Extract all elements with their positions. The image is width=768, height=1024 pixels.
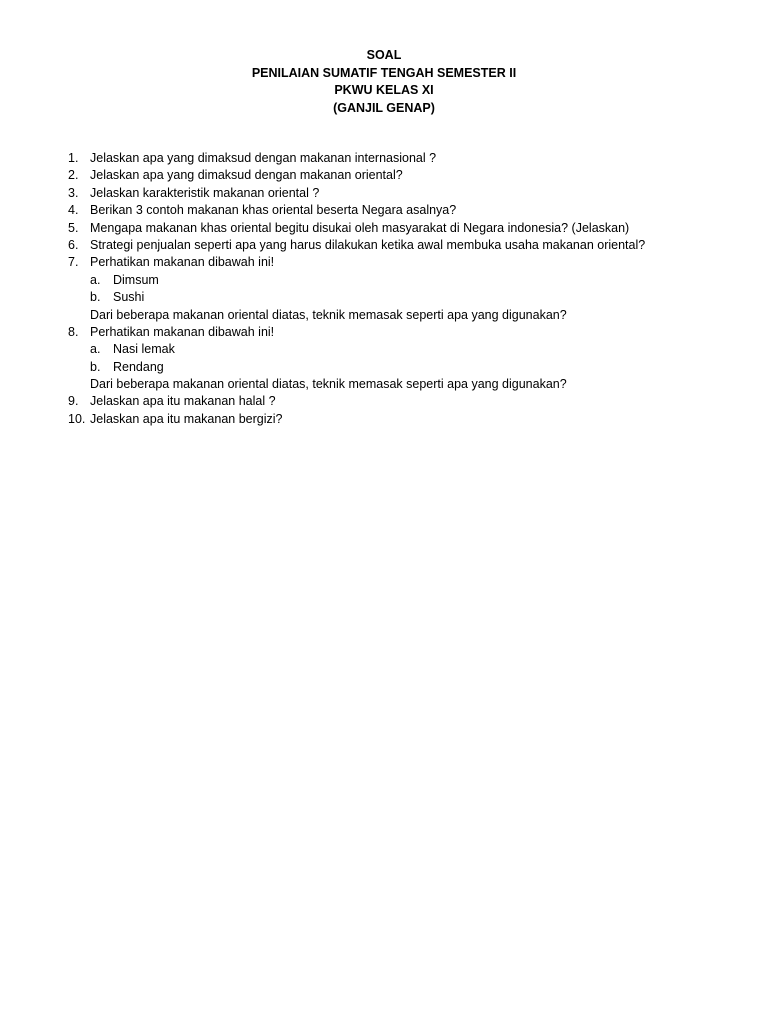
option-label: a.: [90, 342, 101, 357]
header-exam-name: PENILAIAN SUMATIF TENGAH SEMESTER II: [251, 65, 517, 80]
question-item-3: [0, 185, 768, 202]
question-item-6: [0, 237, 768, 254]
document-header: [0, 47, 768, 117]
question-text: Mengapa makanan khas oriental begitu disukai oleh masyarakat di Negara indonesia? (Jelaskan): [90, 220, 630, 235]
option-label: b.: [90, 359, 101, 374]
question-text: Strategi penjualan seperti apa yang harus dilakukan ketika awal membuka usaha makanan oriental?: [90, 237, 646, 252]
question-number: 8.: [68, 324, 79, 339]
question-item-8: [0, 324, 768, 341]
question-text: Perhatikan makanan dibawah ini!: [90, 255, 275, 270]
option-text: Sushi: [113, 290, 145, 305]
question-8-option-b: [0, 359, 768, 376]
question-number: 3.: [68, 185, 79, 200]
question-number: 9.: [68, 394, 79, 409]
option-text: Nasi lemak: [113, 342, 175, 357]
question-text: Jelaskan apa yang dimaksud dengan makanan internasional ?: [90, 151, 437, 165]
question-8-followup: [0, 376, 768, 393]
question-item-2: [0, 167, 768, 184]
question-number: 10.: [68, 411, 86, 426]
question-text: Jelaskan apa yang dimaksud dengan makanan oriental?: [90, 168, 403, 183]
option-label: b.: [90, 290, 101, 305]
question-item-9: [0, 393, 768, 410]
question-number: 2.: [68, 168, 79, 183]
option-text: Rendang: [113, 359, 164, 374]
question-text: Perhatikan makanan dibawah ini!: [90, 324, 275, 339]
option-label: a.: [90, 272, 101, 287]
question-7-option-a: [0, 272, 768, 289]
question-text: Berikan 3 contoh makanan khas oriental beserta Negara asalnya?: [90, 203, 457, 218]
followup-text: Dari beberapa makanan oriental diatas, teknik memasak seperti apa yang digunakan?: [90, 377, 567, 392]
question-7-option-b: [0, 289, 768, 306]
question-7-followup: [0, 307, 768, 324]
question-number: 5.: [68, 220, 79, 235]
question-number: 7.: [68, 255, 79, 270]
header-group: (GANJIL GENAP): [333, 100, 435, 115]
question-item-7: [0, 254, 768, 271]
option-text: Dimsum: [113, 272, 159, 287]
question-item-10: [0, 411, 768, 428]
followup-text: Dari beberapa makanan oriental diatas, teknik memasak seperti apa yang digunakan?: [90, 307, 567, 322]
question-item-1: [0, 150, 768, 167]
header-title: SOAL: [366, 48, 402, 62]
question-8-option-a: [0, 341, 768, 358]
header-subject-class: PKWU KELAS XI: [334, 83, 434, 97]
question-list: [0, 150, 768, 428]
question-number: 1.: [68, 151, 79, 165]
question-number: 6.: [68, 237, 79, 252]
question-text: Jelaskan apa itu makanan bergizi?: [90, 411, 283, 426]
question-number: 4.: [68, 203, 79, 218]
question-item-5: [0, 220, 768, 237]
question-text: Jelaskan karakteristik makanan oriental ?: [90, 185, 320, 200]
question-text: Jelaskan apa itu makanan halal ?: [90, 394, 276, 409]
question-item-4: [0, 202, 768, 219]
